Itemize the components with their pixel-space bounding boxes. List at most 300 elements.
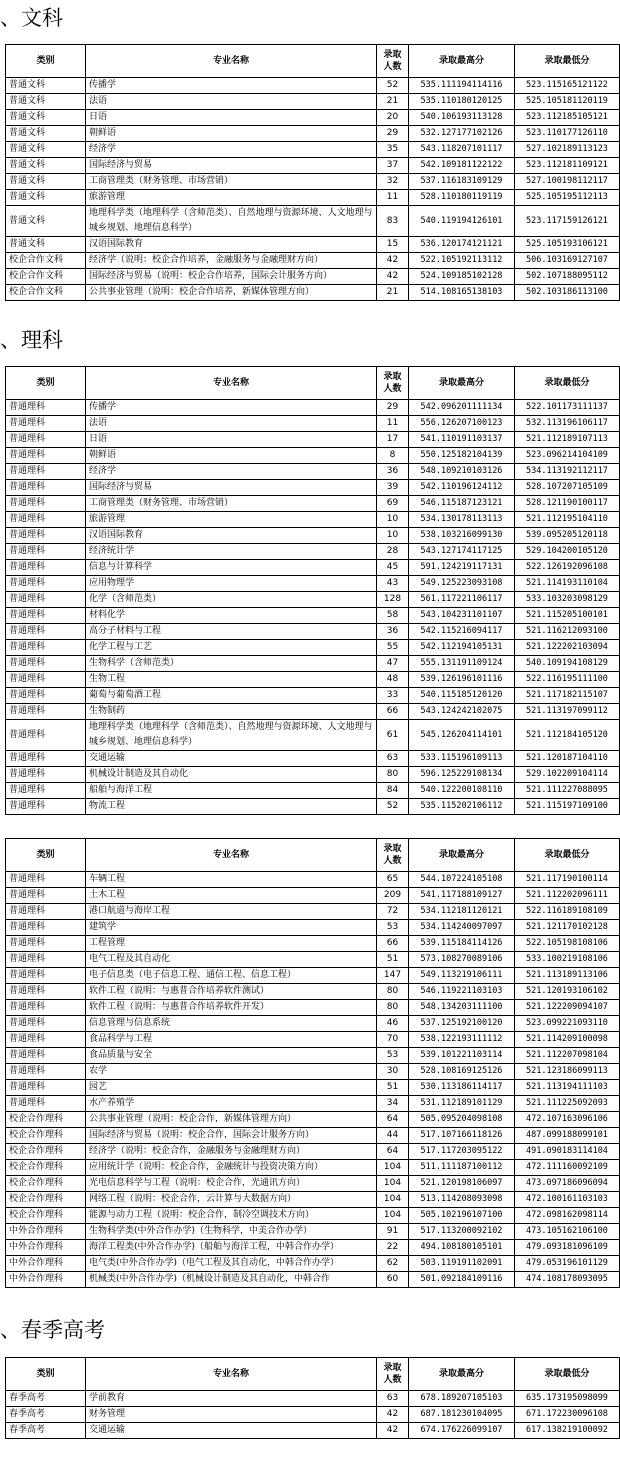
table-row xyxy=(6,720,620,751)
table-row xyxy=(6,190,620,206)
table-row xyxy=(6,688,620,704)
cell-major: 国际经济与贸易 xyxy=(86,158,377,174)
cell-category: 中外合作理科 xyxy=(6,1256,86,1272)
cell-max-score: 542.096201111134 xyxy=(409,400,515,416)
score-table-like-part2 xyxy=(5,838,620,1288)
cell-major: 电子信息类（电子信息工程、通信工程、信息工程） xyxy=(86,968,377,984)
cell-count: 64 xyxy=(377,1144,409,1160)
cell-min-score: 528.121190100117 xyxy=(515,496,620,512)
cell-min-score: 521.114193110104 xyxy=(515,576,620,592)
cell-major: 海洋工程类(中外合作办学)（船舶与海洋工程，中韩合作办学） xyxy=(86,1240,377,1256)
cell-category: 普通理科 xyxy=(6,464,86,480)
cell-count: 62 xyxy=(377,1256,409,1272)
cell-count: 47 xyxy=(377,656,409,672)
cell-major: 朝鲜语 xyxy=(86,126,377,142)
cell-min-score: 523.112185105121 xyxy=(515,110,620,126)
cell-category: 校企合作文科 xyxy=(6,269,86,285)
cell-major: 应用物理学 xyxy=(86,576,377,592)
cell-count: 51 xyxy=(377,952,409,968)
cell-major: 经济学 xyxy=(86,464,377,480)
cell-count: 11 xyxy=(377,190,409,206)
cell-min-score: 533.103203098129 xyxy=(515,592,620,608)
cell-major: 机械类(中外合作办学)（机械设计制造及其自动化，中韩合作 xyxy=(86,1272,377,1288)
cell-category: 普通理科 xyxy=(6,936,86,952)
cell-category: 普通理科 xyxy=(6,400,86,416)
cell-major: 高分子材料与工程 xyxy=(86,624,377,640)
cell-min-score: 527.102189113123 xyxy=(515,142,620,158)
cell-max-score: 517.107166118126 xyxy=(409,1128,515,1144)
cell-major: 朝鲜语 xyxy=(86,448,377,464)
cell-max-score: 591.124219117131 xyxy=(409,560,515,576)
cell-category: 普通理科 xyxy=(6,480,86,496)
header-max-score: 录取最高分 xyxy=(409,45,515,78)
table-row xyxy=(6,751,620,767)
cell-count: 104 xyxy=(377,1160,409,1176)
cell-major: 地理科学类（地理科学（含师范类）、自然地理与资源环境、人文地理与城乡规划、地理信息科学） xyxy=(86,206,377,237)
cell-category: 普通理科 xyxy=(6,767,86,783)
cell-count: 37 xyxy=(377,158,409,174)
cell-max-score: 546.119221103103 xyxy=(409,984,515,1000)
cell-category: 普通理科 xyxy=(6,512,86,528)
cell-category: 普通理科 xyxy=(6,799,86,815)
cell-major: 法语 xyxy=(86,94,377,110)
cell-category: 中外合作理科 xyxy=(6,1224,86,1240)
cell-count: 42 xyxy=(377,253,409,269)
cell-max-score: 544.107224105108 xyxy=(409,872,515,888)
cell-min-score: 521.112195104110 xyxy=(515,512,620,528)
cell-count: 52 xyxy=(377,799,409,815)
cell-min-score: 523.099221093110 xyxy=(515,1016,620,1032)
cell-count: 66 xyxy=(377,704,409,720)
header-major: 专业名称 xyxy=(86,367,377,400)
cell-min-score: 534.113192112117 xyxy=(515,464,620,480)
cell-count: 42 xyxy=(377,1407,409,1423)
cell-major: 传播学 xyxy=(86,78,377,94)
cell-category: 普通文科 xyxy=(6,78,86,94)
cell-count: 61 xyxy=(377,720,409,751)
cell-min-score: 521.113194111103 xyxy=(515,1080,620,1096)
cell-min-score: 522.116189108109 xyxy=(515,904,620,920)
cell-major: 工程管理 xyxy=(86,936,377,952)
cell-category: 校企合作理科 xyxy=(6,1128,86,1144)
cell-count: 63 xyxy=(377,751,409,767)
header-major: 专业名称 xyxy=(86,1358,377,1391)
cell-count: 8 xyxy=(377,448,409,464)
cell-min-score: 472.107163096106 xyxy=(515,1112,620,1128)
cell-category: 校企合作理科 xyxy=(6,1112,86,1128)
table-row xyxy=(6,253,620,269)
cell-max-score: 549.113219106111 xyxy=(409,968,515,984)
cell-max-score: 503.119191102091 xyxy=(409,1256,515,1272)
cell-category: 普通文科 xyxy=(6,158,86,174)
cell-count: 36 xyxy=(377,624,409,640)
cell-min-score: 527.100198112117 xyxy=(515,174,620,190)
cell-max-score: 535.111194114116 xyxy=(409,78,515,94)
cell-min-score: 521.115205100101 xyxy=(515,608,620,624)
cell-min-score: 635.173195098099 xyxy=(515,1391,620,1407)
header-category: 类别 xyxy=(6,367,86,400)
cell-category: 校企合作文科 xyxy=(6,253,86,269)
cell-max-score: 542.110196124112 xyxy=(409,480,515,496)
table-row xyxy=(6,1096,620,1112)
cell-major: 旅游管理 xyxy=(86,190,377,206)
cell-count: 66 xyxy=(377,936,409,952)
cell-count: 69 xyxy=(377,496,409,512)
cell-count: 10 xyxy=(377,528,409,544)
cell-count: 52 xyxy=(377,78,409,94)
header-category: 类别 xyxy=(6,1358,86,1391)
table-row xyxy=(6,1112,620,1128)
table-row xyxy=(6,1160,620,1176)
cell-max-score: 540.119194126101 xyxy=(409,206,515,237)
cell-major: 材料化学 xyxy=(86,608,377,624)
cell-major: 土木工程 xyxy=(86,888,377,904)
cell-max-score: 535.115202106112 xyxy=(409,799,515,815)
cell-min-score: 523.117159126121 xyxy=(515,206,620,237)
cell-major: 财务管理 xyxy=(86,1407,377,1423)
cell-max-score: 501.092184109116 xyxy=(409,1272,515,1288)
score-table-like-part1 xyxy=(5,366,620,815)
cell-major: 船舶与海洋工程 xyxy=(86,783,377,799)
cell-major: 工商管理类（财务管理、市场营销） xyxy=(86,174,377,190)
cell-max-score: 539.101221103114 xyxy=(409,1048,515,1064)
cell-min-score: 502.103186113100 xyxy=(515,285,620,301)
cell-category: 普通理科 xyxy=(6,1048,86,1064)
table-row xyxy=(6,672,620,688)
cell-category: 普通理科 xyxy=(6,1064,86,1080)
table-row xyxy=(6,968,620,984)
cell-min-score: 521.122202103094 xyxy=(515,640,620,656)
cell-min-score: 528.107207105109 xyxy=(515,480,620,496)
cell-major: 国际经济与贸易（说明：校企合作，国际会计服务方向） xyxy=(86,1128,377,1144)
cell-min-score: 525.105195112113 xyxy=(515,190,620,206)
cell-min-score: 533.100219108106 xyxy=(515,952,620,968)
cell-max-score: 543.118207101117 xyxy=(409,142,515,158)
cell-count: 43 xyxy=(377,576,409,592)
table-row xyxy=(6,608,620,624)
cell-count: 60 xyxy=(377,1272,409,1288)
cell-major: 汉语国际教育 xyxy=(86,237,377,253)
cell-min-score: 521.115197109100 xyxy=(515,799,620,815)
cell-category: 普通文科 xyxy=(6,142,86,158)
table-row xyxy=(6,1176,620,1192)
header-min-score: 录取最低分 xyxy=(515,1358,620,1391)
cell-count: 83 xyxy=(377,206,409,237)
cell-min-score: 525.105193106121 xyxy=(515,237,620,253)
score-table-chunji xyxy=(5,1357,620,1439)
cell-min-score: 522.116195111100 xyxy=(515,672,620,688)
cell-major: 化学（含师范类） xyxy=(86,592,377,608)
table-row xyxy=(6,1192,620,1208)
cell-major: 生物科学（含师范类） xyxy=(86,656,377,672)
table-row xyxy=(6,512,620,528)
cell-max-score: 545.126204114101 xyxy=(409,720,515,751)
cell-max-score: 514.108165138103 xyxy=(409,285,515,301)
table-row xyxy=(6,1144,620,1160)
cell-count: 80 xyxy=(377,984,409,1000)
cell-category: 普通理科 xyxy=(6,1016,86,1032)
cell-min-score: 521.123186099113 xyxy=(515,1064,620,1080)
cell-max-score: 513.114208093098 xyxy=(409,1192,515,1208)
cell-min-score: 521.117182115107 xyxy=(515,688,620,704)
table-header-row xyxy=(6,839,620,872)
cell-max-score: 548.109210103126 xyxy=(409,464,515,480)
cell-max-score: 555.131191109124 xyxy=(409,656,515,672)
cell-category: 春季高考 xyxy=(6,1391,86,1407)
table-row xyxy=(6,1208,620,1224)
cell-count: 46 xyxy=(377,1016,409,1032)
cell-major: 汉语国际教育 xyxy=(86,528,377,544)
cell-major: 软件工程（说明：与惠普合作培养软件测试） xyxy=(86,984,377,1000)
table-row xyxy=(6,206,620,237)
cell-max-score: 532.127177102126 xyxy=(409,126,515,142)
cell-min-score: 472.111160092109 xyxy=(515,1160,620,1176)
cell-count: 55 xyxy=(377,640,409,656)
cell-count: 21 xyxy=(377,94,409,110)
cell-max-score: 541.110191103137 xyxy=(409,432,515,448)
cell-category: 春季高考 xyxy=(6,1407,86,1423)
cell-category: 普通文科 xyxy=(6,190,86,206)
cell-min-score: 617.138219100092 xyxy=(515,1423,620,1439)
cell-max-score: 538.122193111112 xyxy=(409,1032,515,1048)
cell-max-score: 521.120198106097 xyxy=(409,1176,515,1192)
cell-category: 普通文科 xyxy=(6,174,86,190)
cell-category: 中外合作理科 xyxy=(6,1272,86,1288)
cell-count: 22 xyxy=(377,1240,409,1256)
cell-major: 国际经济与贸易 xyxy=(86,480,377,496)
cell-max-score: 537.116183109129 xyxy=(409,174,515,190)
header-max-score: 录取最高分 xyxy=(409,1358,515,1391)
cell-min-score: 521.120187104110 xyxy=(515,751,620,767)
cell-category: 校企合作理科 xyxy=(6,1144,86,1160)
header-count: 录取人数 xyxy=(377,1358,409,1391)
cell-count: 51 xyxy=(377,1080,409,1096)
cell-major: 食品科学与工程 xyxy=(86,1032,377,1048)
cell-category: 普通理科 xyxy=(6,904,86,920)
cell-major: 学前教育 xyxy=(86,1391,377,1407)
cell-major: 信息与计算科学 xyxy=(86,560,377,576)
header-count: 录取人数 xyxy=(377,839,409,872)
cell-count: 64 xyxy=(377,1112,409,1128)
table-row xyxy=(6,237,620,253)
cell-major: 公共事业管理（说明：校企合作，新媒体管理方向） xyxy=(86,1112,377,1128)
cell-count: 53 xyxy=(377,1048,409,1064)
cell-category: 校企合作理科 xyxy=(6,1160,86,1176)
cell-min-score: 539.095205120118 xyxy=(515,528,620,544)
cell-category: 普通理科 xyxy=(6,1080,86,1096)
cell-category: 普通理科 xyxy=(6,672,86,688)
cell-max-score: 517.117203095122 xyxy=(409,1144,515,1160)
cell-category: 普通理科 xyxy=(6,608,86,624)
cell-major: 光电信息科学与工程（说明：校企合作，光通讯方向） xyxy=(86,1176,377,1192)
table-row xyxy=(6,560,620,576)
cell-category: 普通理科 xyxy=(6,952,86,968)
cell-count: 72 xyxy=(377,904,409,920)
cell-major: 日语 xyxy=(86,432,377,448)
cell-category: 普通理科 xyxy=(6,984,86,1000)
table-row xyxy=(6,1256,620,1272)
table-row xyxy=(6,1128,620,1144)
header-max-score: 录取最高分 xyxy=(409,367,515,400)
table-row xyxy=(6,936,620,952)
cell-category: 普通理科 xyxy=(6,432,86,448)
cell-major: 传播学 xyxy=(86,400,377,416)
cell-count: 20 xyxy=(377,110,409,126)
cell-min-score: 474.108178093095 xyxy=(515,1272,620,1288)
cell-max-score: 534.130178113113 xyxy=(409,512,515,528)
header-max-score: 录取最高分 xyxy=(409,839,515,872)
cell-min-score: 521.120193106102 xyxy=(515,984,620,1000)
cell-min-score: 521.113189113106 xyxy=(515,968,620,984)
cell-category: 普通理科 xyxy=(6,872,86,888)
cell-category: 普通理科 xyxy=(6,544,86,560)
table-row xyxy=(6,432,620,448)
cell-min-score: 491.090183114104 xyxy=(515,1144,620,1160)
cell-major: 能源与动力工程（说明：校企合作，制冷空调技术方向） xyxy=(86,1208,377,1224)
cell-count: 42 xyxy=(377,269,409,285)
cell-max-score: 543.124242102075 xyxy=(409,704,515,720)
cell-max-score: 524.109185102128 xyxy=(409,269,515,285)
cell-max-score: 678.189207105103 xyxy=(409,1391,515,1407)
cell-count: 44 xyxy=(377,1128,409,1144)
cell-min-score: 521.113197099112 xyxy=(515,704,620,720)
cell-category: 普通理科 xyxy=(6,751,86,767)
cell-category: 普通理科 xyxy=(6,576,86,592)
cell-major: 旅游管理 xyxy=(86,512,377,528)
table-row xyxy=(6,110,620,126)
cell-major: 生物工程 xyxy=(86,672,377,688)
cell-max-score: 534.114240097097 xyxy=(409,920,515,936)
cell-min-score: 473.105162106100 xyxy=(515,1224,620,1240)
cell-min-score: 521.122209094107 xyxy=(515,1000,620,1016)
table-row xyxy=(6,640,620,656)
table-row xyxy=(6,126,620,142)
cell-min-score: 523.115165121122 xyxy=(515,78,620,94)
table-row xyxy=(6,984,620,1000)
table-row xyxy=(6,1032,620,1048)
cell-max-score: 535.110180120125 xyxy=(409,94,515,110)
table-row xyxy=(6,1272,620,1288)
table-row xyxy=(6,952,620,968)
cell-max-score: 556.126207100123 xyxy=(409,416,515,432)
cell-count: 128 xyxy=(377,592,409,608)
table-row xyxy=(6,799,620,815)
cell-max-score: 530.113186114117 xyxy=(409,1080,515,1096)
cell-max-score: 573.108270089106 xyxy=(409,952,515,968)
cell-category: 普通理科 xyxy=(6,688,86,704)
cell-major: 国际经济与贸易（说明：校企合作培养，国际会计服务方向） xyxy=(86,269,377,285)
cell-major: 日语 xyxy=(86,110,377,126)
table-row xyxy=(6,888,620,904)
cell-major: 食品质量与安全 xyxy=(86,1048,377,1064)
cell-category: 普通理科 xyxy=(6,416,86,432)
cell-category: 普通文科 xyxy=(6,94,86,110)
cell-min-score: 532.113196106117 xyxy=(515,416,620,432)
cell-major: 网络工程（说明：校企合作，云计算与大数据方向） xyxy=(86,1192,377,1208)
cell-min-score: 521.111225092093 xyxy=(515,1096,620,1112)
cell-min-score: 502.107188095112 xyxy=(515,269,620,285)
cell-count: 29 xyxy=(377,400,409,416)
cell-category: 校企合作理科 xyxy=(6,1192,86,1208)
cell-major: 应用统计学（说明：校企合作，金融统计与投资决策方向） xyxy=(86,1160,377,1176)
cell-count: 39 xyxy=(377,480,409,496)
cell-max-score: 542.115216094117 xyxy=(409,624,515,640)
table-row xyxy=(6,448,620,464)
cell-count: 63 xyxy=(377,1391,409,1407)
cell-max-score: 540.106193113128 xyxy=(409,110,515,126)
cell-category: 普通理科 xyxy=(6,783,86,799)
cell-min-score: 522.101173111137 xyxy=(515,400,620,416)
cell-count: 91 xyxy=(377,1224,409,1240)
cell-max-score: 674.176226099107 xyxy=(409,1423,515,1439)
table-row xyxy=(6,1224,620,1240)
cell-category: 普通文科 xyxy=(6,126,86,142)
cell-max-score: 540.122200108110 xyxy=(409,783,515,799)
cell-major: 港口航道与海岸工程 xyxy=(86,904,377,920)
table-row xyxy=(6,480,620,496)
cell-min-score: 521.112184105120 xyxy=(515,720,620,751)
cell-major: 交通运输 xyxy=(86,751,377,767)
cell-major: 经济学（说明：校企合作培养，金融服务与金融理财方向） xyxy=(86,253,377,269)
cell-max-score: 528.108169125126 xyxy=(409,1064,515,1080)
cell-category: 普通理科 xyxy=(6,528,86,544)
header-count: 录取人数 xyxy=(377,45,409,78)
cell-major: 经济学（说明：校企合作，金融服务与金融理财方向） xyxy=(86,1144,377,1160)
table-row xyxy=(6,94,620,110)
table-row xyxy=(6,576,620,592)
header-major: 专业名称 xyxy=(86,839,377,872)
table-row xyxy=(6,1391,620,1407)
cell-min-score: 523.112181109121 xyxy=(515,158,620,174)
cell-major: 法语 xyxy=(86,416,377,432)
cell-major: 经济学 xyxy=(86,142,377,158)
cell-max-score: 543.127174117125 xyxy=(409,544,515,560)
cell-count: 104 xyxy=(377,1192,409,1208)
cell-category: 普通理科 xyxy=(6,624,86,640)
cell-count: 32 xyxy=(377,174,409,190)
cell-major: 建筑学 xyxy=(86,920,377,936)
table-row xyxy=(6,1240,620,1256)
cell-count: 80 xyxy=(377,1000,409,1016)
table-row xyxy=(6,285,620,301)
table-row xyxy=(6,624,620,640)
cell-category: 普通文科 xyxy=(6,110,86,126)
cell-count: 80 xyxy=(377,767,409,783)
cell-count: 10 xyxy=(377,512,409,528)
cell-major: 公共事业管理（说明：校企合作培养，新媒体管理方向） xyxy=(86,285,377,301)
cell-min-score: 521.111227088095 xyxy=(515,783,620,799)
cell-category: 春季高考 xyxy=(6,1423,86,1439)
cell-max-score: 531.112189101129 xyxy=(409,1096,515,1112)
cell-category: 普通理科 xyxy=(6,888,86,904)
header-category: 类别 xyxy=(6,839,86,872)
cell-min-score: 521.121170102128 xyxy=(515,920,620,936)
table-row xyxy=(6,767,620,783)
cell-max-score: 517.113200092102 xyxy=(409,1224,515,1240)
table-row xyxy=(6,1423,620,1439)
cell-max-score: 550.125182104139 xyxy=(409,448,515,464)
cell-major: 电气类(中外合作办学)（电气工程及其自动化，中韩合作办学） xyxy=(86,1256,377,1272)
table-row xyxy=(6,400,620,416)
cell-count: 147 xyxy=(377,968,409,984)
cell-count: 29 xyxy=(377,126,409,142)
cell-category: 普通理科 xyxy=(6,720,86,751)
score-table-wenke xyxy=(5,44,620,301)
table-row xyxy=(6,78,620,94)
table-row xyxy=(6,872,620,888)
cell-max-score: 537.125192100120 xyxy=(409,1016,515,1032)
cell-max-score: 539.126196101116 xyxy=(409,672,515,688)
